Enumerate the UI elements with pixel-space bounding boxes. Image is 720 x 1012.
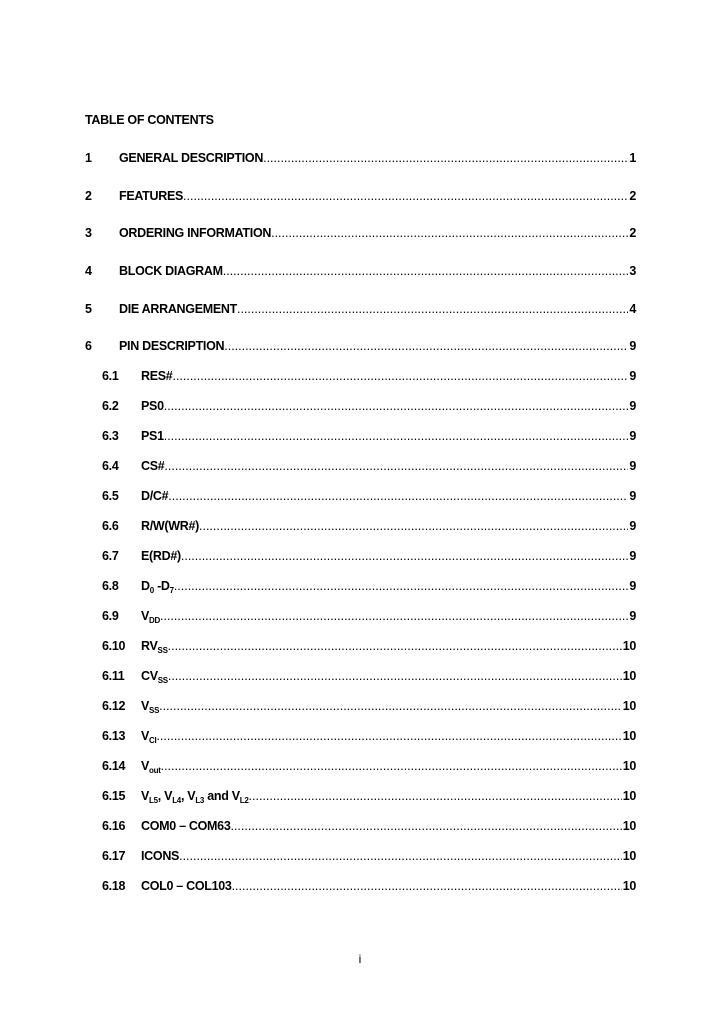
entry-title: DIE ARRANGEMENT bbox=[119, 302, 237, 316]
toc-entry-6-3[interactable] bbox=[102, 429, 636, 447]
entry-page: 9 bbox=[629, 519, 636, 533]
entry-title: PIN DESCRIPTION bbox=[119, 339, 225, 353]
entry-page: 4 bbox=[629, 302, 636, 316]
entry-number: 6.13 bbox=[102, 729, 126, 743]
toc-entry-5[interactable] bbox=[85, 302, 636, 320]
entry-number: 6.10 bbox=[102, 639, 126, 653]
entry-title: FEATURES bbox=[119, 189, 184, 203]
toc-entry-6-4[interactable] bbox=[102, 459, 636, 477]
entry-title: $V_{SS}$ bbox=[141, 699, 160, 715]
entry-page: 9 bbox=[629, 459, 636, 473]
entry-number: 6.12 bbox=[102, 699, 126, 713]
toc-heading: TABLE OF CONTENTS bbox=[85, 113, 214, 127]
entry-page: 9 bbox=[629, 339, 636, 353]
entry-title: ICONS bbox=[141, 849, 180, 863]
entry-number: 1 bbox=[85, 151, 92, 165]
toc-entry-6-11[interactable] bbox=[102, 669, 636, 687]
entry-number: 6.14 bbox=[102, 759, 126, 773]
dot-leader bbox=[168, 639, 622, 653]
entry-number: 6.9 bbox=[102, 609, 119, 623]
dot-leader bbox=[181, 549, 628, 563]
toc-entry-3[interactable] bbox=[85, 226, 636, 244]
entry-number: 6.17 bbox=[102, 849, 126, 863]
dot-leader bbox=[164, 459, 628, 473]
dot-leader bbox=[223, 264, 629, 278]
entry-number: 6.16 bbox=[102, 819, 126, 833]
toc-entry-6-12[interactable] bbox=[102, 699, 636, 717]
dot-leader bbox=[230, 819, 621, 833]
entry-title: $CV_{SS}$ bbox=[141, 669, 168, 685]
toc-entry-6-16[interactable] bbox=[102, 819, 636, 837]
dot-leader bbox=[159, 699, 622, 713]
dot-leader bbox=[263, 151, 628, 165]
entry-title: PS0 bbox=[141, 399, 164, 413]
toc-entry-6-17[interactable] bbox=[102, 849, 636, 867]
entry-title: CS# bbox=[141, 459, 165, 473]
toc-entry-6-7[interactable] bbox=[102, 549, 636, 567]
toc-entry-6-1[interactable] bbox=[102, 369, 636, 387]
entry-title: $V_{DD}$ bbox=[141, 609, 161, 625]
toc-entry-6-5[interactable] bbox=[102, 489, 636, 507]
entry-page: 10 bbox=[622, 789, 636, 803]
entry-page: 10 bbox=[622, 849, 636, 863]
entry-page: 2 bbox=[629, 189, 636, 203]
page-number: i bbox=[358, 952, 362, 966]
entry-title: RES# bbox=[141, 369, 173, 383]
entry-title: R/W(WR#) bbox=[141, 519, 200, 533]
toc-entry-6-15[interactable] bbox=[102, 789, 636, 807]
entry-number: 6.11 bbox=[102, 669, 125, 683]
entry-title: COL0 – COL103 bbox=[141, 879, 232, 893]
entry-page: 9 bbox=[629, 429, 636, 443]
entry-page: 10 bbox=[622, 639, 636, 653]
toc-entry-2[interactable] bbox=[85, 189, 636, 207]
dot-leader bbox=[168, 669, 622, 683]
entry-title: $V_{out}$ bbox=[141, 759, 161, 775]
entry-page: 10 bbox=[622, 669, 636, 683]
entry-title: E(RD#) bbox=[141, 549, 181, 563]
entry-number: 6.18 bbox=[102, 879, 126, 893]
entry-number: 6.6 bbox=[102, 519, 119, 533]
toc-entry-6-13[interactable] bbox=[102, 729, 636, 747]
entry-title: D/C# bbox=[141, 489, 169, 503]
entry-page: 9 bbox=[629, 549, 636, 563]
dot-leader bbox=[164, 429, 629, 443]
dot-leader bbox=[172, 369, 628, 383]
toc-entry-6-6[interactable] bbox=[102, 519, 636, 537]
dot-leader bbox=[156, 729, 621, 743]
entry-page: 10 bbox=[622, 819, 636, 833]
entry-number: 6.3 bbox=[102, 429, 119, 443]
dot-leader bbox=[224, 339, 628, 353]
entry-title: ORDERING INFORMATION bbox=[119, 226, 272, 240]
toc-entry-4[interactable] bbox=[85, 264, 636, 282]
dot-leader bbox=[174, 579, 629, 593]
entry-number: 6.2 bbox=[102, 399, 119, 413]
entry-page: 1 bbox=[629, 151, 636, 165]
toc-entry-6-9[interactable] bbox=[102, 609, 636, 627]
entry-number: 6 bbox=[85, 339, 92, 353]
entry-title: $V_{L5}$, $V_{L4}$, $V_{L3}$ and $V_{L2}$ bbox=[141, 789, 249, 805]
entry-page: 10 bbox=[622, 759, 636, 773]
dot-leader bbox=[164, 399, 629, 413]
entry-page: 10 bbox=[622, 729, 636, 743]
dot-leader bbox=[249, 789, 622, 803]
entry-number: 5 bbox=[85, 302, 92, 316]
entry-title: COM0 – COM63 bbox=[141, 819, 231, 833]
entry-page: 9 bbox=[629, 489, 636, 503]
toc-entry-6-8[interactable] bbox=[102, 579, 636, 597]
entry-number: 6.4 bbox=[102, 459, 119, 473]
toc-entry-1[interactable] bbox=[85, 151, 636, 169]
entry-title: $V_{CI}$ bbox=[141, 729, 157, 745]
entry-page: 10 bbox=[622, 879, 636, 893]
entry-page: 9 bbox=[629, 579, 636, 593]
entry-number: 4 bbox=[85, 264, 92, 278]
toc-entry-6[interactable] bbox=[85, 339, 636, 357]
entry-number: 6.1 bbox=[102, 369, 119, 383]
entry-title: GENERAL DESCRIPTION bbox=[119, 151, 264, 165]
entry-title: BLOCK DIAGRAM bbox=[119, 264, 223, 278]
dot-leader bbox=[237, 302, 628, 316]
toc-entry-6-2[interactable] bbox=[102, 399, 636, 417]
toc-entry-6-14[interactable] bbox=[102, 759, 636, 777]
entry-number: 6.15 bbox=[102, 789, 126, 803]
dot-leader bbox=[232, 879, 622, 893]
entry-page: 2 bbox=[629, 226, 636, 240]
entry-number: 6.8 bbox=[102, 579, 119, 593]
entry-page: 3 bbox=[629, 264, 636, 278]
toc-entry-6-18[interactable] bbox=[102, 879, 636, 897]
dot-leader bbox=[183, 189, 628, 203]
entry-page: 9 bbox=[629, 399, 636, 413]
entry-title: $D_0$ $-D_7$ bbox=[141, 579, 174, 595]
entry-number: 6.7 bbox=[102, 549, 119, 563]
entry-number: 2 bbox=[85, 189, 92, 203]
toc-entry-6-10[interactable] bbox=[102, 639, 636, 657]
entry-number: 6.5 bbox=[102, 489, 119, 503]
dot-leader bbox=[160, 609, 628, 623]
dot-leader bbox=[199, 519, 628, 533]
dot-leader bbox=[271, 226, 628, 240]
entry-number: 3 bbox=[85, 226, 92, 240]
dot-leader bbox=[168, 489, 628, 503]
entry-title: $RV_{SS}$ bbox=[141, 639, 168, 655]
entry-page: 9 bbox=[629, 609, 636, 623]
entry-title: PS1 bbox=[141, 429, 164, 443]
dot-leader bbox=[179, 849, 622, 863]
dot-leader bbox=[161, 759, 622, 773]
entry-page: 10 bbox=[622, 699, 636, 713]
entry-page: 9 bbox=[629, 369, 636, 383]
